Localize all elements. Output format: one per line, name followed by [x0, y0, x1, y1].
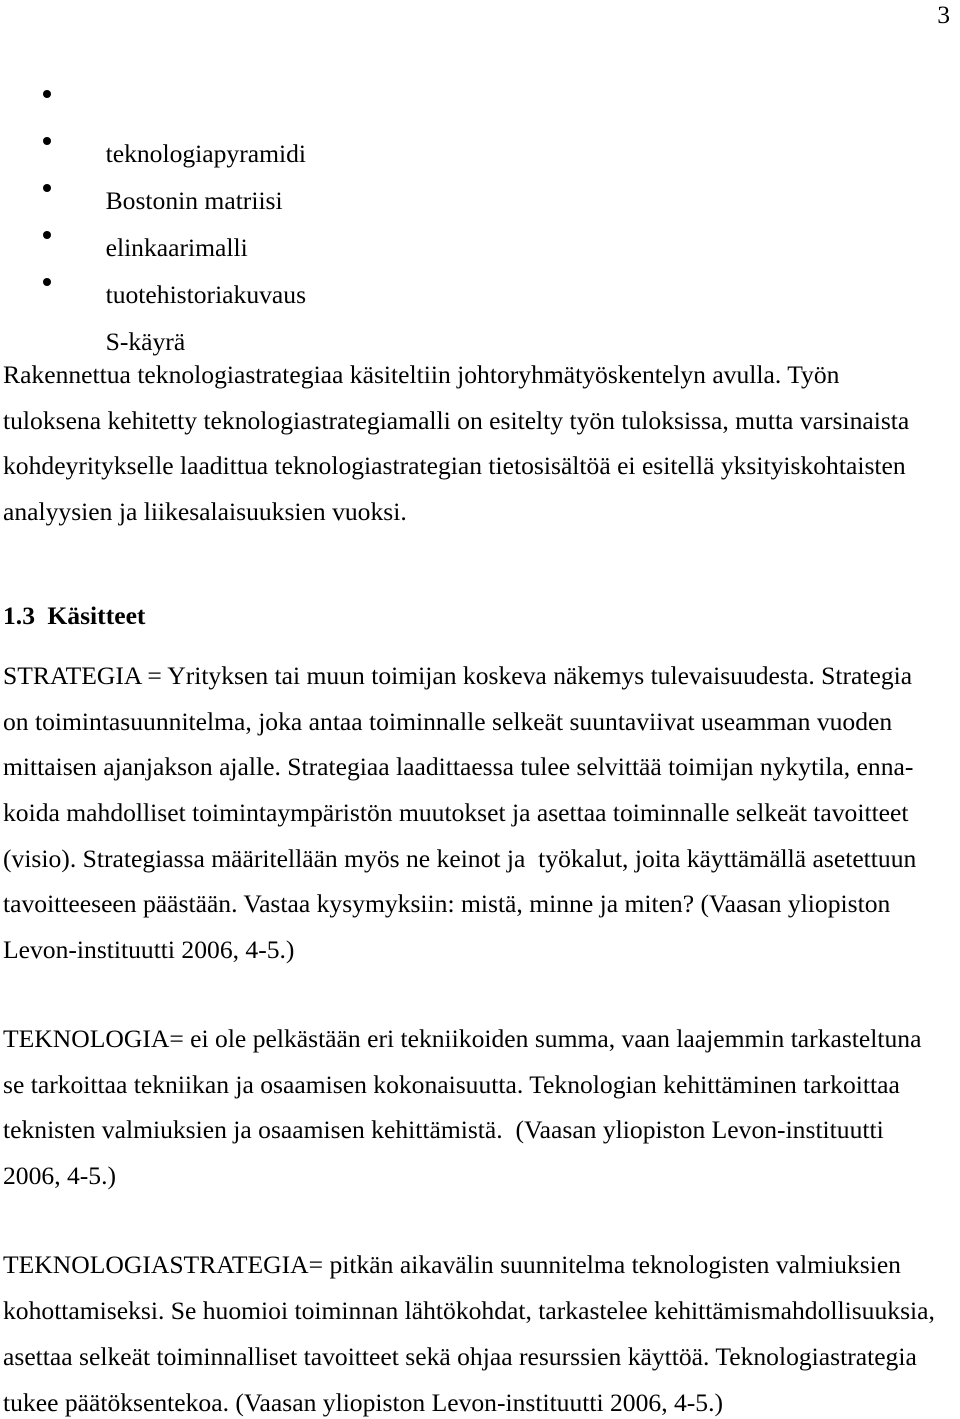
list-item [0, 220, 950, 309]
bullet-icon [43, 278, 51, 286]
paragraph-line: tuloksena kehitetty teknologiastrategiamalli on esitelty työn tuloksissa, mutta varsinaista [3, 405, 910, 435]
teknologia-paragraph [3, 1024, 953, 1191]
paragraph-line: Levon-instituutti 2006, 4-5.) [3, 935, 295, 965]
paragraph-line: on toimintasuunnitelma, joka antaa toiminnalle selkeät suuntaviivat useamman vuoden [3, 706, 893, 736]
list-item [0, 126, 950, 215]
list-item-text: teknologiapyramidi [105, 139, 307, 168]
list-item [0, 267, 950, 356]
paragraph-line: teknisten valmiuksien ja osaamisen kehittämistä. (Vaasan yliopiston Levon-instituutti [3, 1115, 884, 1145]
paragraph-line: 2006, 4-5.) [3, 1161, 117, 1191]
paragraph-line: tukee päätöksentekoa. (Vaasan yliopiston Levon-instituutti 2006, 4-5.) [3, 1388, 724, 1417]
paragraph-line: Rakennettua teknologiastrategiaa käsiteltiin johtoryhmätyöskentelyn avulla. Työn [3, 360, 840, 389]
paragraph-line: se tarkoittaa tekniikan ja osaamisen kokonaisuutta. Teknologian kehittäminen tarkoittaa [3, 1069, 900, 1099]
list-item [0, 173, 950, 262]
list-item-text: S-käyrä [105, 327, 186, 356]
paragraph-line: kohdeyritykselle laadittua teknologiastrategian tietosisältöä ei esitellä yksityiskohtaisten [3, 451, 906, 481]
list-item [0, 79, 950, 168]
bullet-icon [43, 90, 51, 98]
paragraph-line: koida mahdolliset toimintaympäristön muutokset ja asettaa toiminnalle selkeät tavoitteet [3, 798, 909, 828]
paragraph-line: analyysien ja liikesalaisuuksien vuoksi. [3, 497, 407, 527]
bullet-icon [43, 184, 51, 192]
paragraph-line: TEKNOLOGIA= ei ole pelkästään eri tekniikoiden summa, vaan laajemmin tarkasteltuna [3, 1024, 922, 1053]
paragraph-line: mittaisen ajanjakson ajalle. Strategiaa laadittaessa tulee selvittää toimijan nykytila, enna- [3, 752, 914, 782]
intro-paragraph [3, 360, 953, 527]
paragraph-line: TEKNOLOGIASTRATEGIA= pitkän aikavälin suunnitelma teknologisten valmiuksien [3, 1250, 901, 1279]
bullet-icon [43, 231, 51, 239]
bullet-icon [43, 137, 51, 145]
list-item-text: tuotehistoriakuvaus [105, 280, 307, 309]
strategia-paragraph [3, 661, 953, 965]
paragraph-line: (visio). Strategiassa määritellään myös ne keinot ja työkalut, joita käyttämällä asetettuun [3, 843, 917, 873]
paragraph-line: asettaa selkeät toiminnalliset tavoitteet sekä ohjaa resurssien käyttöä. Teknologiastrategia [3, 1342, 917, 1371]
page-number: 3 [937, 0, 950, 29]
list-item-text: Bostonin matriisi [105, 186, 283, 215]
list-item-text: elinkaarimalli [105, 233, 248, 262]
paragraph-line: kohottamiseksi. Se huomioi toiminnan lähtökohdat, tarkastelee kehittämismahdollisuuksia, [3, 1296, 935, 1325]
section-heading: 1.3 Käsitteet [3, 601, 146, 630]
bullet-list [0, 79, 950, 356]
paragraph-line: STRATEGIA = Yrityksen tai muun toimijan koskeva näkemys tulevaisuudesta. Strategia [3, 661, 913, 690]
paragraph-line: tavoitteeseen päästään. Vastaa kysymyksiin: mistä, minne ja miten? (Vaasan yliopiston [3, 889, 891, 919]
teknologiastrategia-paragraph [3, 1250, 953, 1418]
